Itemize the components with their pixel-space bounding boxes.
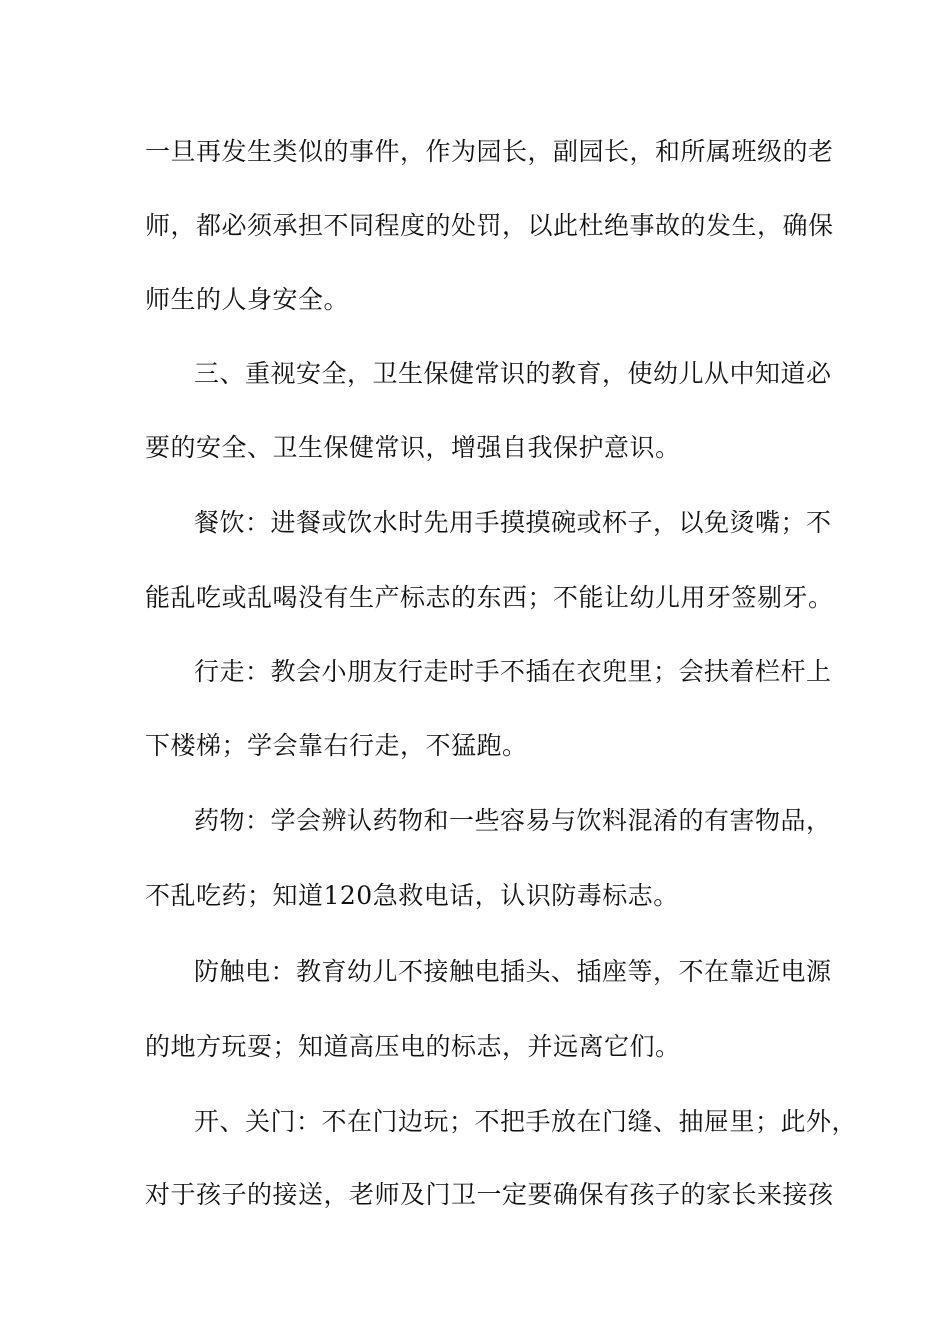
paragraph-line: 药物：学会辨认药物和一些容易与饮料混淆的有害物品， [194, 806, 832, 835]
paragraph-line: 要的安全、卫生保健常识，增强自我保护意识。 [145, 433, 681, 462]
paragraph-line: 开、关门：不在门边玩；不把手放在门缝、抽屉里；此外， [194, 1107, 858, 1136]
paragraph-line: 防触电：教育幼儿不接触电插头、插座等，不在靠近电源 [194, 957, 832, 986]
paragraph-line: 师生的人身安全。 [145, 285, 350, 314]
paragraph-line: 的地方玩耍；知道高压电的标志，并远离它们。 [145, 1032, 681, 1061]
paragraph-line: 师，都必须承担不同程度的处罚，以此杜绝事故的发生，确保 [145, 211, 834, 240]
paragraph-line: 下楼梯；学会靠右行走，不猛跑。 [145, 731, 528, 760]
paragraph-line: 三、重视安全，卫生保健常识的教育，使幼儿从中知道必 [194, 359, 832, 388]
paragraph-line: 餐饮：进餐或饮水时先用手摸摸碗或杯子，以免烫嘴；不 [194, 508, 832, 537]
paragraph-line: 对于孩子的接送，老师及门卫一定要确保有孩子的家长来接孩 [145, 1180, 834, 1209]
paragraph-line: 一旦再发生类似的事件，作为园长，副园长，和所属班级的老 [145, 137, 834, 166]
paragraph-line: 不乱吃药；知道120急救电话，认识防毒标志。 [145, 881, 679, 910]
paragraph-line: 能乱吃或乱喝没有生产标志的东西；不能让幼儿用牙签剔牙。 [145, 583, 834, 612]
paragraph-line: 行走：教会小朋友行走时手不插在衣兜里；会扶着栏杆上 [194, 657, 832, 686]
